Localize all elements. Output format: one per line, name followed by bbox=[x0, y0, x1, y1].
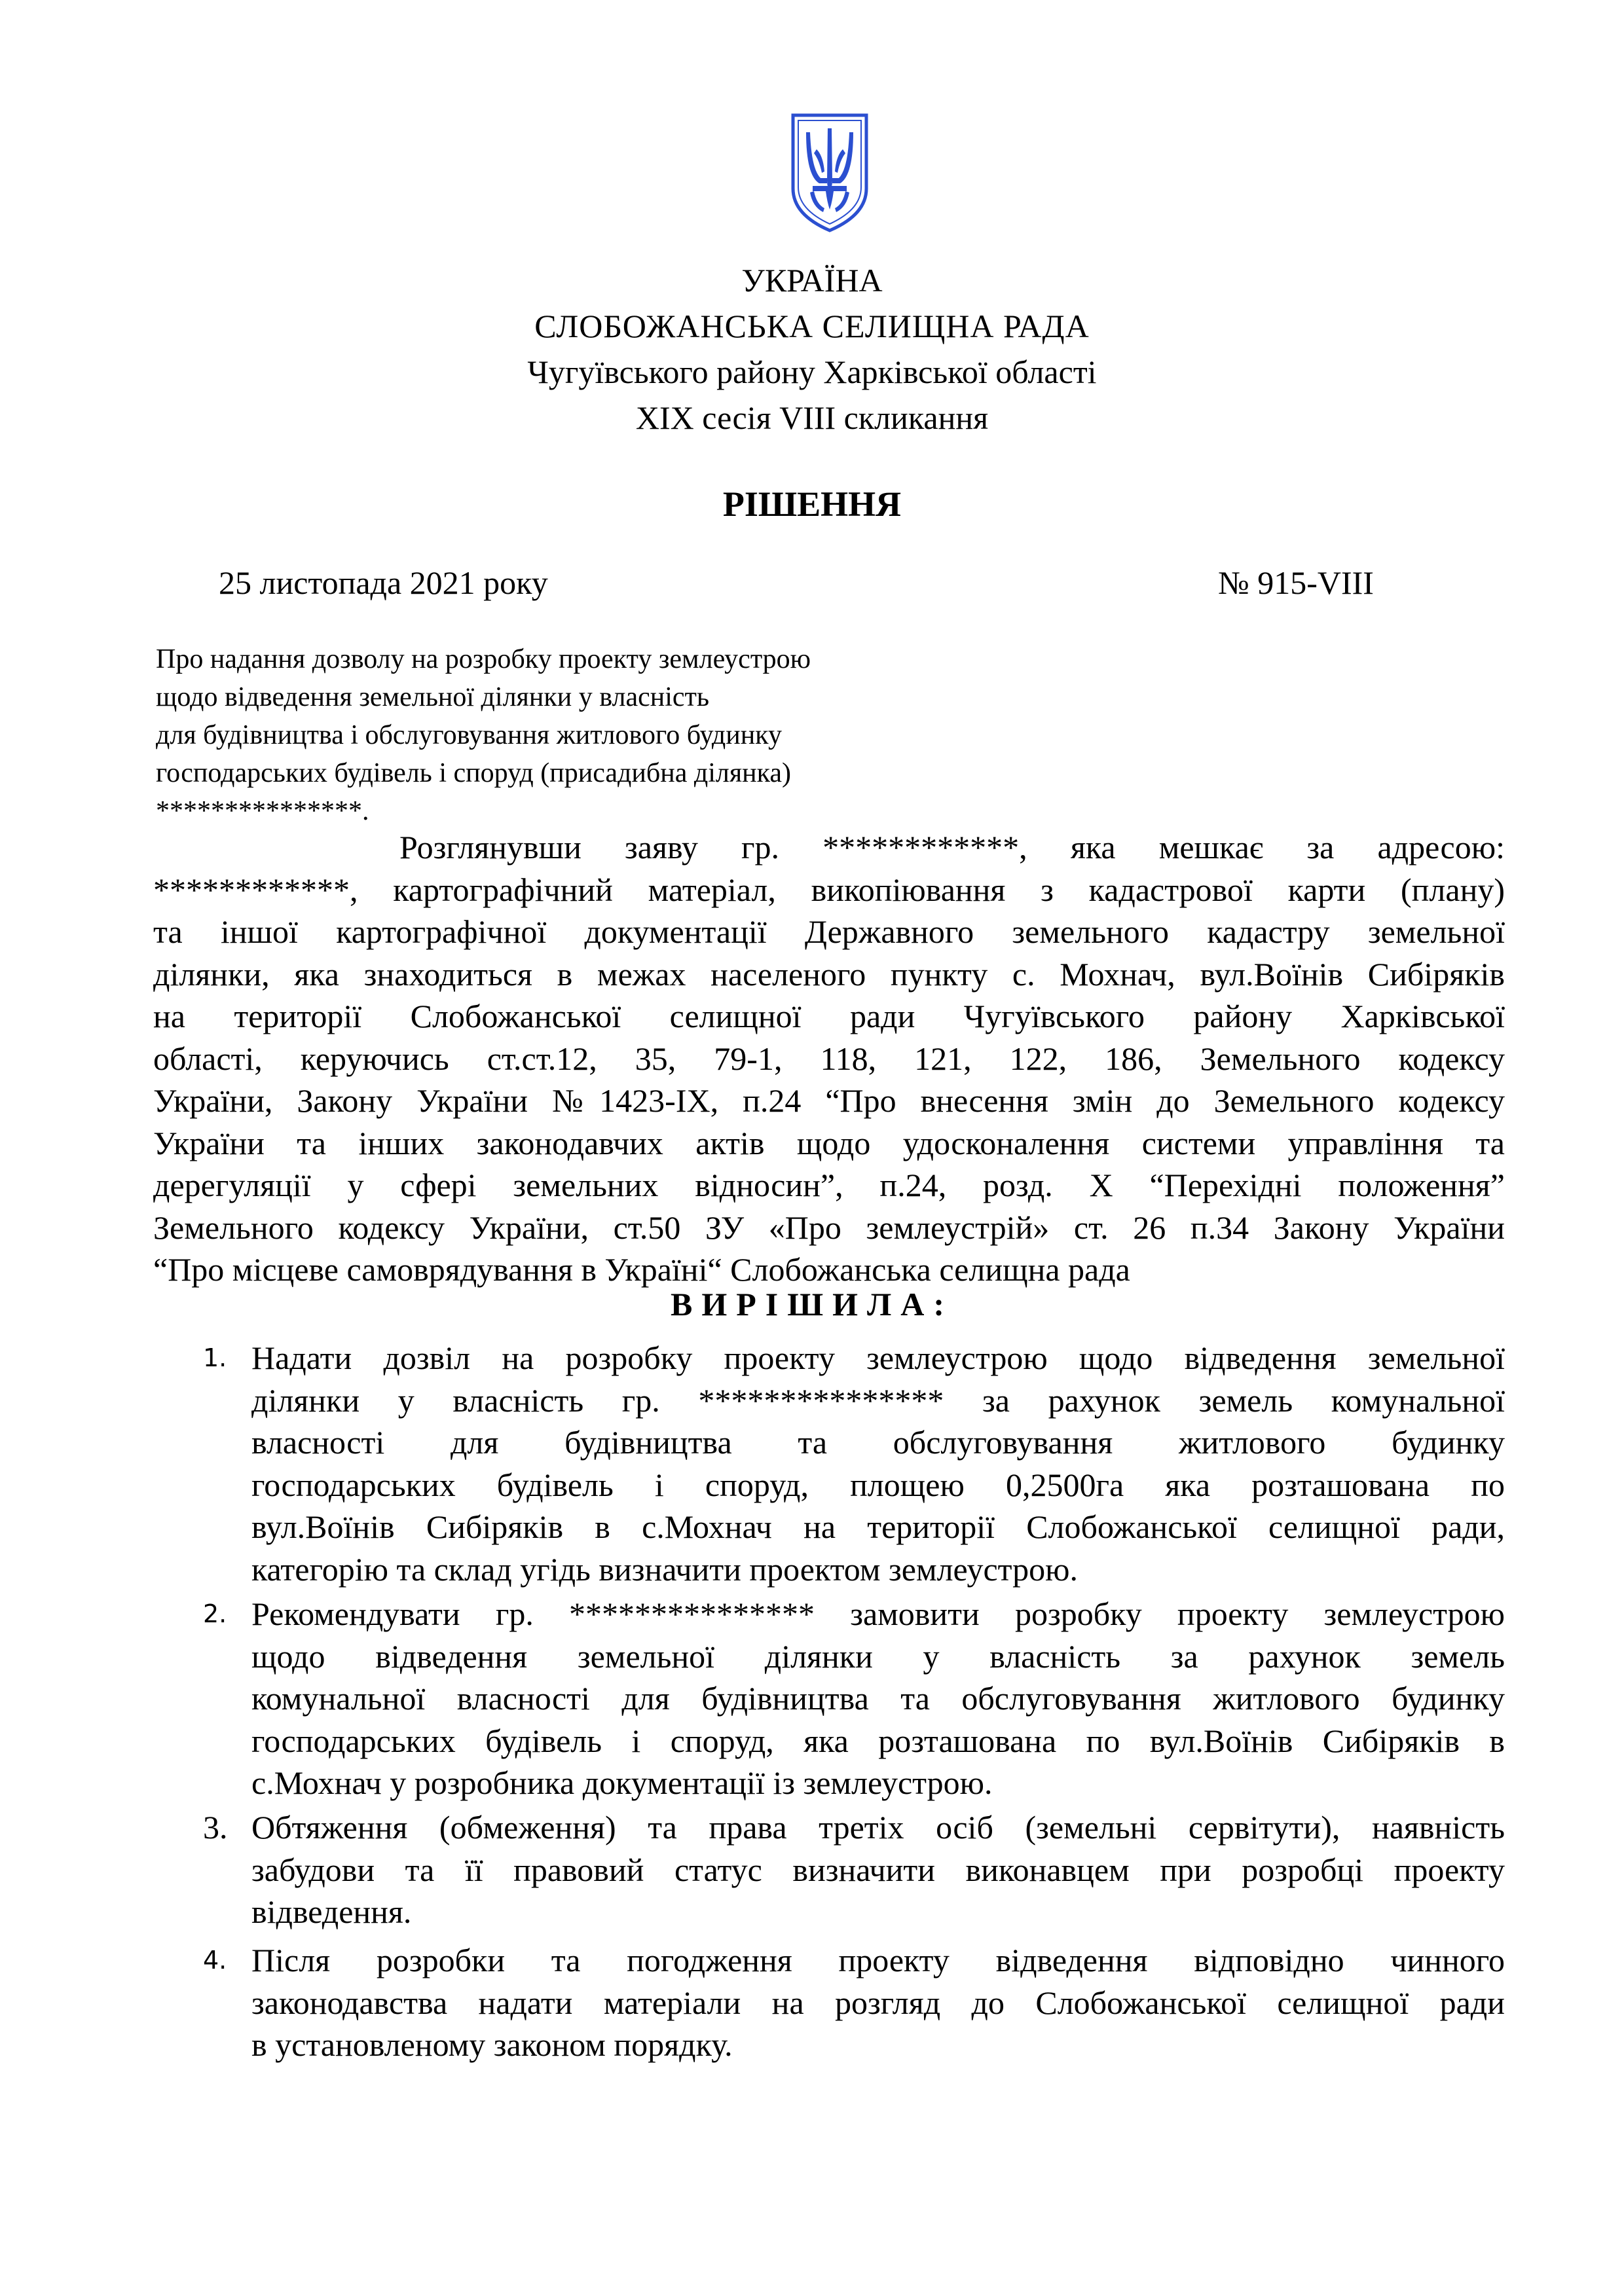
header-council: СЛОБОЖАНСЬКА СЕЛИЩНА РАДА bbox=[534, 308, 1090, 344]
item-line: в установленому законом порядку. bbox=[251, 2026, 733, 2063]
header-country: УКРАЇНА bbox=[741, 262, 883, 299]
decided-heading: ВИРІШИЛА: bbox=[670, 1286, 954, 1322]
item-text bbox=[251, 1806, 1505, 1933]
item-number: 3. bbox=[203, 1809, 228, 1846]
item-line: Надати дозвіл на розробку проекту землеустрою щодо відведення земельної bbox=[251, 1339, 1505, 1376]
preamble-line: Розглянувши заяву гр. ************, яка мешкає за адресою: bbox=[399, 829, 1505, 866]
item-line: відведення. bbox=[251, 1893, 412, 1930]
item-line: ділянки у власність гр. *************** за рахунок земель комунальної bbox=[251, 1381, 1505, 1419]
decision-date: 25 листопада 2021 року bbox=[219, 564, 548, 601]
item-line: Рекомендувати гр. *************** замовити розробку проекту землеустрою bbox=[251, 1595, 1505, 1632]
subject-line: господарських будівель і споруд (присадибна ділянка) bbox=[156, 758, 792, 788]
item-number: 1. bbox=[203, 1343, 227, 1372]
preamble-line: Земельного кодексу України, ст.50 ЗУ «Про землеустрій» ст. 26 п.34 Закону України bbox=[153, 1209, 1505, 1246]
item-number: 2. bbox=[203, 1599, 227, 1628]
preamble-line: України та інших законодавчих актів щодо удосконалення системи управління та bbox=[153, 1124, 1505, 1161]
item-line: власності для будівництва та обслуговування житлового будинку bbox=[251, 1424, 1505, 1461]
item-line: щодо відведення земельної ділянки у власність за рахунок земель bbox=[251, 1637, 1505, 1675]
preamble-line: на території Слобожанської селищної ради Чугуївського району Харківської bbox=[153, 998, 1505, 1034]
document-title: РІШЕННЯ bbox=[722, 484, 902, 524]
item-line: категорію та склад угідь визначити проектом землеустрою. bbox=[251, 1550, 1078, 1588]
subject-line: для будівництва і обслуговування житлового будинку bbox=[156, 720, 782, 750]
item-text bbox=[251, 1593, 1505, 1804]
preamble-line: України, Закону України №1423-IX, п.24 “Про внесення змін до Земельного кодексу bbox=[153, 1082, 1505, 1119]
subject-line: Про надання дозволу на розробку проекту землеустрою bbox=[156, 644, 811, 674]
subject-line: ***************. bbox=[156, 796, 369, 826]
decision-number: № 915-VIII bbox=[1218, 564, 1374, 601]
header-district: Чугуївського району Харківської області bbox=[527, 354, 1097, 390]
item-line: Після розробки та погодження проекту відведення відповідно чинного bbox=[251, 1942, 1505, 1978]
preamble-line: ділянки, яка знаходиться в межах населеного пункту с. Мохнач, вул.Воїнів Сибіряків bbox=[153, 955, 1505, 993]
item-line: забудови та її правовий статус визначити виконавцем при розробці проекту bbox=[251, 1851, 1505, 1888]
item-line: комунальної власності для будівництва та обслуговування житлового будинку bbox=[251, 1680, 1505, 1717]
preamble-paragraph bbox=[153, 826, 1505, 1291]
item-line: Обтяження (обмеження) та права третіх осіб (земельні сервітути), наявність bbox=[251, 1809, 1505, 1846]
preamble-line: дерегуляції у сфері земельних відносин”, п.24, розд. Х “Перехідні положення” bbox=[153, 1167, 1505, 1203]
preamble-line: області, керуючись ст.ст.12, 35, 79-1, 118, 121, 122, 186, Земельного кодексу bbox=[153, 1040, 1505, 1077]
item-line: с.Мохнач у розробника документації із землеустрою. bbox=[251, 1764, 993, 1801]
header-session: XIX сесія VIII скликання bbox=[635, 399, 989, 436]
item-text bbox=[251, 1939, 1505, 2066]
tryzub-coat-of-arms-icon bbox=[786, 110, 873, 234]
decision-subject bbox=[156, 640, 811, 830]
subject-line: щодо відведення земельної ділянки у власність bbox=[156, 682, 710, 712]
item-line: законодавства надати матеріали на розгляд до Слобожанської селищної ради bbox=[251, 1984, 1505, 2021]
item-line: господарських будівель і споруд, яка розташована по вул.Воїнів Сибіряків в bbox=[251, 1722, 1505, 1759]
preamble-line: ************, картографічний матеріал, викопіювання з кадастрової карти (плану) bbox=[153, 871, 1505, 908]
item-line: вул.Воїнів Сибіряків в с.Мохнач на території Слобожанської селищної ради, bbox=[251, 1508, 1505, 1545]
preamble-line: “Про місцеве самоврядування в Україні“ Слобожанська селищна рада bbox=[153, 1251, 1130, 1288]
item-number: 4. bbox=[203, 1946, 227, 1975]
item-line: господарських будівель і споруд, площею 0,2500га яка розташована по bbox=[251, 1466, 1505, 1503]
preamble-line: та іншої картографічної документації Державного земельного кадастру земельної bbox=[153, 913, 1505, 950]
item-text bbox=[251, 1337, 1505, 1590]
